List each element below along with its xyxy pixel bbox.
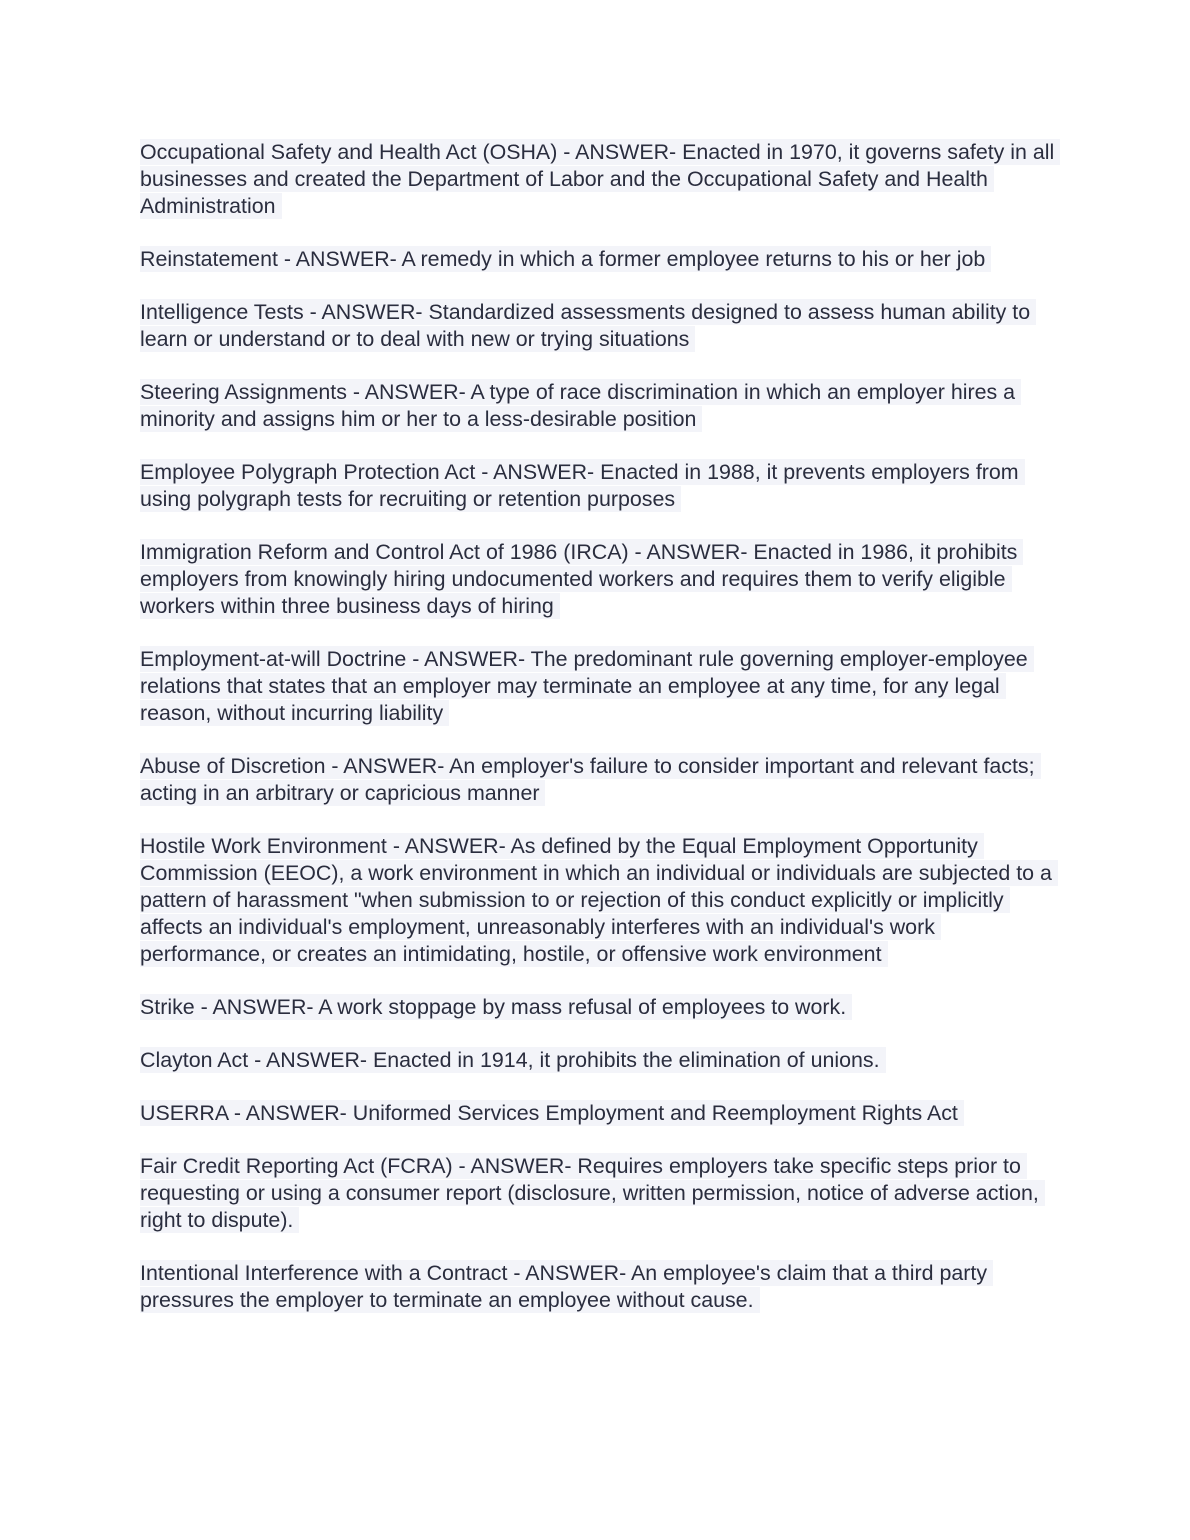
entry-abuse-of-discretion (140, 753, 1055, 807)
entry-text: Steering Assignments - ANSWER- A type of race discrimination in which an employer hires a minority and assigns him or her to a less-desirable position (140, 379, 1021, 432)
entry-intentional-interference (140, 1260, 1055, 1314)
entry-text: Occupational Safety and Health Act (OSHA) - ANSWER- Enacted in 1970, it governs safety in all businesses and created the Department of Labor and the Occupational Safety and Health Administration (140, 139, 1060, 219)
entry-employment-at-will (140, 646, 1055, 727)
entry-hostile-work-environment (140, 833, 1055, 968)
entry-text: Intelligence Tests - ANSWER- Standardized assessments designed to assess human ability to learn or understand or to deal with new or trying situations (140, 299, 1036, 352)
entry-text: Fair Credit Reporting Act (FCRA) - ANSWER- Requires employers take specific steps prior to requesting or using a consumer report (disclosure, written permission, notice of adverse action, right to dispute). (140, 1153, 1045, 1233)
entry-polygraph-act (140, 459, 1055, 513)
entry-text: Abuse of Discretion - ANSWER- An employer's failure to consider important and relevant facts; acting in an arbitrary or capricious manner (140, 753, 1041, 806)
entry-reinstatement (140, 246, 1055, 273)
entry-text: USERRA - ANSWER- Uniformed Services Employment and Reemployment Rights Act (140, 1100, 964, 1126)
entry-fcra (140, 1153, 1055, 1234)
entry-text: Clayton Act - ANSWER- Enacted in 1914, it prohibits the elimination of unions. (140, 1047, 886, 1073)
entry-intelligence-tests (140, 299, 1055, 353)
entry-strike (140, 994, 1055, 1021)
entry-text: Intentional Interference with a Contract - ANSWER- An employee's claim that a third party pressures the employer to terminate an employee without cause. (140, 1260, 993, 1313)
entry-steering-assignments (140, 379, 1055, 433)
entry-text: Reinstatement - ANSWER- A remedy in which a former employee returns to his or her job (140, 246, 991, 272)
entry-text: Immigration Reform and Control Act of 1986 (IRCA) - ANSWER- Enacted in 1986, it prohibits employers from knowingly hiring undocumented workers and requires them to verify eligible workers within three business days of hiring (140, 539, 1023, 619)
entry-userra (140, 1100, 1055, 1127)
entry-osha (140, 139, 1055, 220)
entry-text: Employee Polygraph Protection Act - ANSWER- Enacted in 1988, it prevents employers from using polygraph tests for recruiting or retention purposes (140, 459, 1025, 512)
entry-list (140, 139, 1055, 1340)
entry-text: Employment-at-will Doctrine - ANSWER- The predominant rule governing employer-employee relations that states that an employer may terminate an employee at any time, for any legal reason, without incurring liability (140, 646, 1034, 726)
entry-text: Strike - ANSWER- A work stoppage by mass refusal of employees to work. (140, 994, 852, 1020)
entry-clayton-act (140, 1047, 1055, 1074)
entry-text: Hostile Work Environment - ANSWER- As defined by the Equal Employment Opportunity Commission (EEOC), a work environment in which an individual or individuals are subjected to a pattern of harassment "when submission to or rejection of this conduct explicitly or implicitly affects an individual's employment, unreasonably interferes with an individual's work performance, or creates an intimidating, hostile, or offensive work environment (140, 833, 1058, 967)
entry-irca (140, 539, 1055, 620)
